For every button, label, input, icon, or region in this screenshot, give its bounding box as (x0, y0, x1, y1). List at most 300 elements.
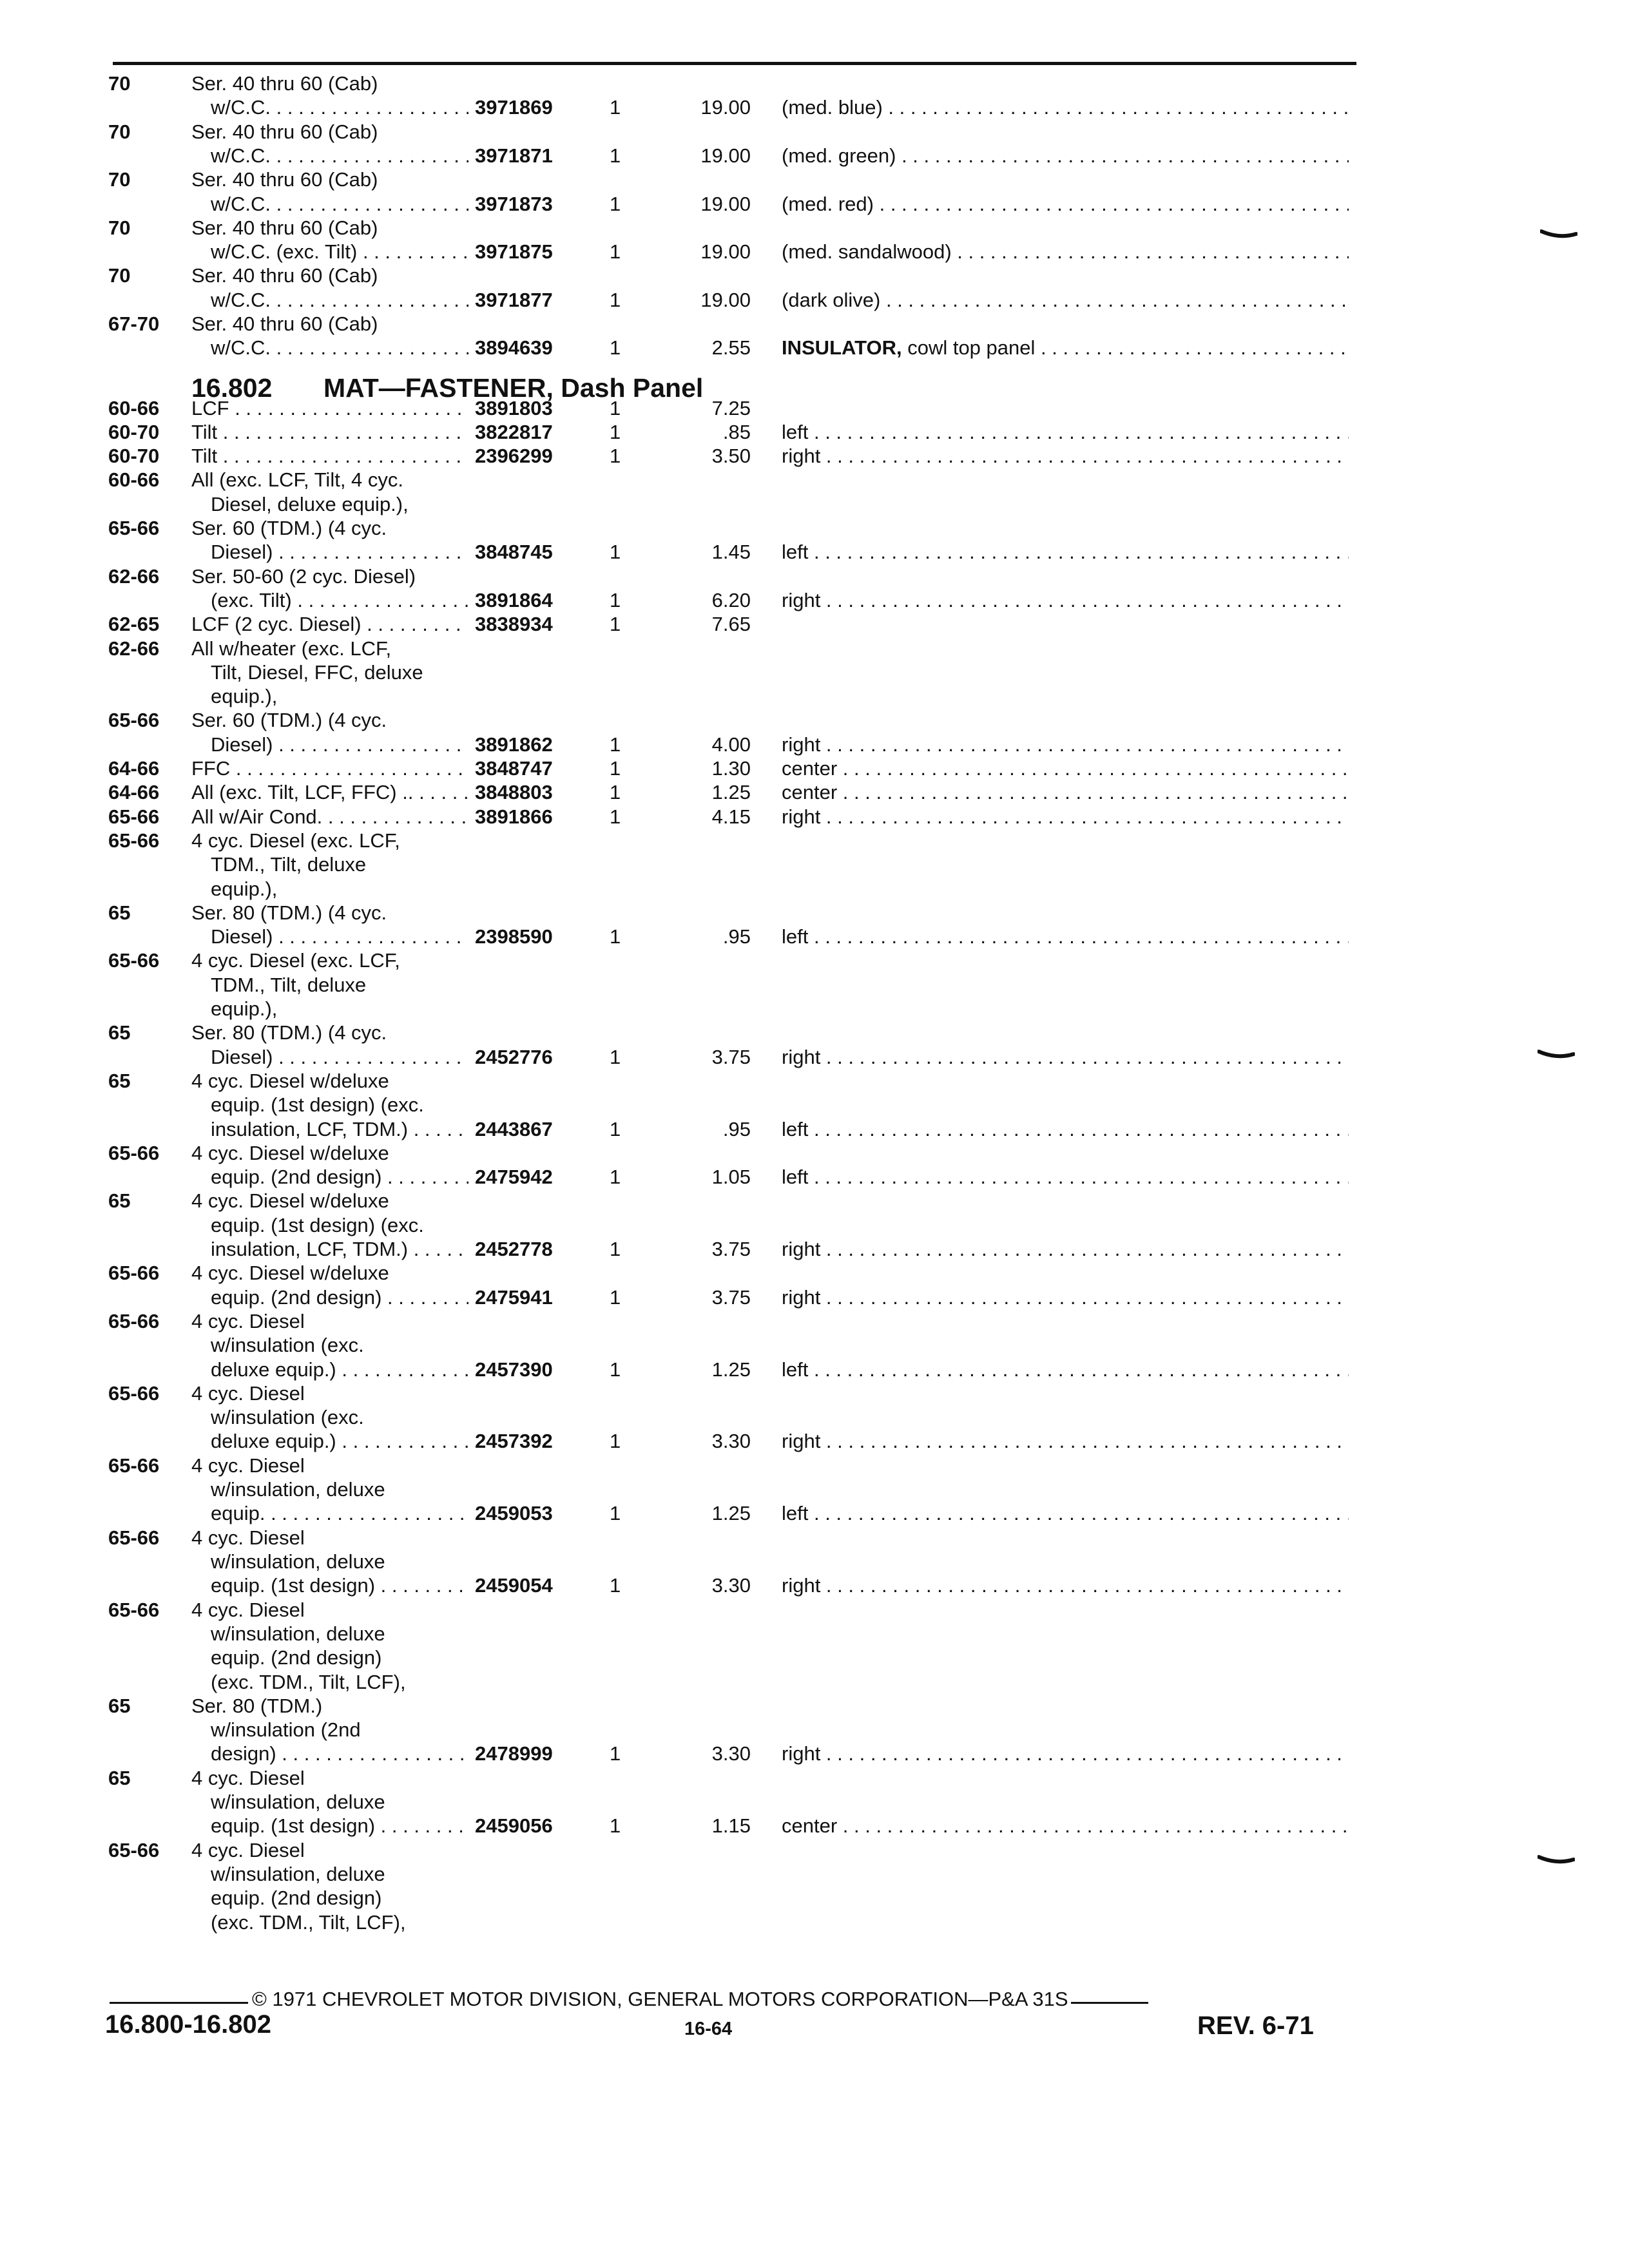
part-name (782, 1574, 1349, 1597)
table-row (0, 72, 1629, 95)
table-row (0, 589, 1629, 612)
application-description: w/insulation (2nd (211, 1718, 361, 1741)
table-row (0, 1671, 1629, 1694)
table-row (0, 1142, 1629, 1165)
table-row (0, 1382, 1629, 1405)
application-description: Ser. 40 thru 60 (Cab) (191, 312, 378, 335)
table-row (0, 637, 1629, 660)
quantity: 1 (610, 781, 621, 803)
year-range: 62-66 (108, 637, 160, 660)
part-name (782, 541, 1349, 564)
year-range: 70 (108, 216, 131, 239)
quantity: 1 (610, 96, 621, 119)
application-description: Ser. 60 (TDM.) (4 cyc. (191, 709, 387, 731)
year-range: 70 (108, 264, 131, 287)
quantity: 1 (610, 1502, 621, 1524)
part-name-text: right (782, 1286, 821, 1309)
application-description: equip.), (211, 685, 278, 707)
year-range: 65-66 (108, 1262, 160, 1284)
table-row (0, 1454, 1629, 1477)
table-row (0, 733, 1629, 756)
price: 1.15 (711, 1814, 751, 1837)
table-row (0, 1791, 1629, 1814)
part-name-text: right (782, 1742, 821, 1765)
price: 3.30 (711, 1742, 751, 1765)
part-name (782, 805, 1349, 829)
part-number: 3848745 (475, 541, 553, 563)
application-description: insulation, LCF, TDM.) . . . . (211, 1238, 468, 1261)
quantity: 1 (610, 1742, 621, 1765)
quantity: 1 (610, 445, 621, 467)
table-row (0, 1526, 1629, 1550)
part-name-text: left (782, 1166, 809, 1188)
application-description: 4 cyc. Diesel (exc. LCF, (191, 949, 400, 972)
application-description: equip. (1st design) (exc. (211, 1093, 424, 1116)
price: 3.50 (711, 445, 751, 467)
table-row (0, 997, 1629, 1021)
year-range: 65-66 (108, 709, 160, 731)
year-range: 67-70 (108, 312, 160, 335)
part-number: 2452778 (475, 1238, 553, 1260)
table-row (0, 517, 1629, 540)
part-name-text: center (782, 757, 838, 780)
table-row (0, 878, 1629, 901)
application-description: All w/heater (exc. LCF, (191, 637, 392, 660)
application-description: Ser. 40 thru 60 (Cab) (191, 120, 378, 143)
application-description: LCF . . . (191, 397, 468, 420)
part-name-text: right (782, 1238, 821, 1260)
application-description: All w/Air Cond. . . . (191, 805, 468, 829)
part-number: 3971877 (475, 289, 553, 311)
table-row (0, 1839, 1629, 1862)
application-description: Tilt . . . (191, 421, 468, 444)
part-name (782, 1814, 1349, 1838)
part-name-text: right (782, 1430, 821, 1452)
price: .95 (722, 1118, 751, 1140)
price: 7.25 (711, 397, 751, 419)
table-row (0, 193, 1629, 216)
table-row (0, 1189, 1629, 1213)
part-number: 2457390 (475, 1358, 553, 1381)
top-rule (113, 62, 1356, 65)
table-row (0, 1358, 1629, 1381)
price: 1.25 (711, 1502, 751, 1524)
table-row (0, 709, 1629, 732)
part-name-text: cowl top panel (907, 336, 1036, 359)
footer-revision: REV. 6-71 (1197, 2012, 1314, 2040)
part-name-text: (med. blue) (782, 96, 883, 119)
application-description: (exc. TDM., Tilt, LCF), (211, 1671, 406, 1693)
part-number: 2443867 (475, 1118, 553, 1140)
application-description: equip. (1st design) . . . (211, 1814, 468, 1838)
application-description: w/insulation, deluxe (211, 1478, 385, 1501)
application-description: w/C.C. . . . (211, 336, 468, 360)
year-range: 65-66 (108, 1310, 160, 1332)
table-row (0, 949, 1629, 972)
table-row (0, 1502, 1629, 1525)
part-name-text: right (782, 1574, 821, 1597)
table-row (0, 264, 1629, 287)
price: .85 (722, 421, 751, 443)
table-row (0, 1262, 1629, 1285)
part-name (782, 1430, 1349, 1453)
price: 1.45 (711, 541, 751, 563)
table-row (0, 1310, 1629, 1333)
quantity: 1 (610, 757, 621, 780)
table-row (0, 685, 1629, 708)
quantity: 1 (610, 1430, 621, 1452)
year-range: 65-66 (108, 1839, 160, 1861)
quantity: 1 (610, 336, 621, 359)
year-range: 60-70 (108, 421, 160, 443)
part-name-text: right (782, 805, 821, 828)
application-description: 4 cyc. Diesel w/deluxe (191, 1142, 389, 1164)
year-range: 70 (108, 120, 131, 143)
table-row (0, 829, 1629, 852)
part-name (782, 289, 1349, 312)
application-description: deluxe equip.) . . . (211, 1358, 468, 1381)
table-row (0, 312, 1629, 336)
application-description: equip. (2nd design) . . . (211, 1286, 468, 1309)
quantity: 1 (610, 1238, 621, 1260)
application-description: TDM., Tilt, deluxe (211, 853, 367, 876)
part-name (782, 1742, 1349, 1765)
year-range: 65-66 (108, 517, 160, 539)
application-description: w/C.C. . . . (211, 193, 468, 216)
application-description: Ser. 40 thru 60 (Cab) (191, 216, 378, 239)
price: 4.15 (711, 805, 751, 828)
year-range: 64-66 (108, 757, 160, 780)
application-description: 4 cyc. Diesel (191, 1526, 305, 1549)
part-number: 3822817 (475, 421, 553, 443)
part-name-text: (dark olive) (782, 289, 881, 311)
part-number: 3971869 (475, 96, 553, 119)
table-row (0, 1286, 1629, 1309)
part-number: 3848803 (475, 781, 553, 803)
table-row (0, 901, 1629, 925)
year-range: 65 (108, 1021, 131, 1044)
price: 19.00 (700, 144, 751, 167)
table-row (0, 757, 1629, 780)
part-number: 2459054 (475, 1574, 553, 1597)
part-name (782, 757, 1349, 780)
application-description: LCF (2 cyc. Diesel) . . . (191, 613, 468, 636)
part-number: 2475941 (475, 1286, 553, 1309)
price: .95 (722, 925, 751, 948)
quantity: 1 (610, 421, 621, 443)
table-row (0, 1166, 1629, 1189)
binding-mark-2 (1537, 1049, 1575, 1062)
application-description: 4 cyc. Diesel (191, 1382, 305, 1405)
part-name (782, 733, 1349, 756)
table-row (0, 289, 1629, 312)
application-description: Ser. 80 (TDM.) (191, 1695, 323, 1717)
table-row (0, 541, 1629, 564)
part-name-text: left (782, 541, 809, 563)
part-number: 2398590 (475, 925, 553, 948)
application-description: 4 cyc. Diesel (exc. LCF, (191, 829, 400, 852)
part-number: 3971871 (475, 144, 553, 167)
quantity: 1 (610, 193, 621, 215)
table-row (0, 445, 1629, 468)
year-range: 62-66 (108, 565, 160, 588)
year-range: 70 (108, 72, 131, 95)
application-description: equip. (2nd design) (211, 1887, 382, 1909)
quantity: 1 (610, 613, 621, 635)
quantity: 1 (610, 1574, 621, 1597)
application-description: (exc. Tilt) . . . (211, 589, 468, 612)
part-name (782, 193, 1349, 216)
year-range: 65 (108, 1189, 131, 1212)
part-number: 2478999 (475, 1742, 553, 1765)
quantity: 1 (610, 1286, 621, 1309)
table-row (0, 853, 1629, 876)
part-name-text: right (782, 1046, 821, 1068)
table-row (0, 1911, 1629, 1934)
application-description: Diesel, deluxe equip.), (211, 493, 409, 515)
application-description: Ser. 40 thru 60 (Cab) (191, 264, 378, 287)
application-description: equip. (2nd design) (211, 1646, 382, 1669)
table-row (0, 661, 1629, 684)
table-row (0, 781, 1629, 804)
part-name (782, 1286, 1349, 1309)
year-range: 60-70 (108, 445, 160, 467)
table-row (0, 1695, 1629, 1718)
price: 3.30 (711, 1430, 751, 1452)
part-name (782, 781, 1349, 804)
part-name (782, 1046, 1349, 1069)
table-row (0, 468, 1629, 492)
application-description: w/insulation, deluxe (211, 1791, 385, 1813)
price: 1.30 (711, 757, 751, 780)
part-name (782, 1238, 1349, 1261)
quantity: 1 (610, 1166, 621, 1188)
application-description: equip. (2nd design) . . . (211, 1166, 468, 1189)
part-number: 3894639 (475, 336, 553, 359)
part-number: 3891862 (475, 733, 553, 756)
year-range: 65-66 (108, 1382, 160, 1405)
application-description: design) . . . (211, 1742, 468, 1765)
application-description: 4 cyc. Diesel (191, 1599, 305, 1621)
table-row (0, 1430, 1629, 1453)
application-description: 4 cyc. Diesel (191, 1454, 305, 1477)
table-row (0, 1622, 1629, 1646)
application-description: w/C.C. . . . (211, 96, 468, 119)
table-row (0, 421, 1629, 444)
part-name-text: right (782, 589, 821, 611)
table-row (0, 336, 1629, 360)
part-name-text: left (782, 1118, 809, 1140)
table-row (0, 168, 1629, 191)
table-row (0, 144, 1629, 168)
table-row (0, 1863, 1629, 1886)
application-description: insulation, LCF, TDM.) . . . . (211, 1118, 468, 1141)
section-heading (191, 372, 703, 403)
price: 3.30 (711, 1574, 751, 1597)
part-name (782, 445, 1349, 468)
copyright-text: © 1971 CHEVROLET MOTOR DIVISION, GENERAL MOTORS CORPORATION—P&A 31S (252, 1988, 1068, 2010)
quantity: 1 (610, 805, 621, 828)
application-description: Diesel) . . . (211, 1046, 468, 1069)
table-row (0, 1406, 1629, 1429)
application-description: TDM., Tilt, deluxe (211, 974, 367, 996)
table-row (0, 1478, 1629, 1501)
table-row (0, 1238, 1629, 1261)
footer-rule-right (1071, 2002, 1148, 2004)
application-description: 4 cyc. Diesel (191, 1310, 305, 1332)
part-number: 3891803 (475, 397, 553, 419)
application-description: equip. . . . (211, 1502, 468, 1525)
application-description: equip. (1st design) . . . (211, 1574, 468, 1597)
part-name-text: right (782, 733, 821, 756)
year-range: 65-66 (108, 829, 160, 852)
quantity: 1 (610, 240, 621, 263)
part-name (782, 1358, 1349, 1381)
part-name-text: center (782, 1814, 838, 1837)
year-range: 65 (108, 1070, 131, 1092)
table-row (0, 974, 1629, 997)
table-row (0, 1887, 1629, 1910)
table-row (0, 1767, 1629, 1790)
part-name-text: (med. red) (782, 193, 874, 215)
year-range: 65 (108, 1767, 131, 1789)
part-name-bold: INSULATOR, (782, 336, 902, 359)
part-number: 3891866 (475, 805, 553, 828)
part-name (782, 1118, 1349, 1141)
part-name-text: center (782, 781, 838, 803)
part-name (782, 336, 1349, 360)
table-row (0, 1021, 1629, 1044)
table-row (0, 216, 1629, 240)
application-description: equip. (1st design) (exc. (211, 1214, 424, 1236)
part-name-text: (med. green) (782, 144, 896, 167)
part-name-text: left (782, 925, 809, 948)
price: 19.00 (700, 96, 751, 119)
part-name-text: (med. sandalwood) (782, 240, 952, 263)
application-description: 4 cyc. Diesel w/deluxe (191, 1070, 389, 1092)
table-row (0, 1646, 1629, 1669)
application-description: Tilt . . . (191, 445, 468, 468)
application-description: Diesel) . . . (211, 925, 468, 948)
part-name (782, 96, 1349, 119)
part-number: 2475942 (475, 1166, 553, 1188)
part-number: 2459053 (475, 1502, 553, 1524)
year-range: 65 (108, 901, 131, 924)
table-row (0, 1214, 1629, 1237)
table-row (0, 96, 1629, 119)
part-number: 2459056 (475, 1814, 553, 1837)
price: 1.25 (711, 781, 751, 803)
part-name (782, 240, 1349, 264)
footer-page-number: 16-64 (684, 2019, 733, 2039)
table-row (0, 1574, 1629, 1597)
year-range: 60-66 (108, 468, 160, 491)
application-description: 4 cyc. Diesel w/deluxe (191, 1189, 389, 1212)
application-description: Ser. 50-60 (2 cyc. Diesel) (191, 565, 416, 588)
application-description: All (exc. LCF, Tilt, 4 cyc. (191, 468, 404, 491)
table-row (0, 613, 1629, 636)
price: 1.05 (711, 1166, 751, 1188)
quantity: 1 (610, 144, 621, 167)
price: 1.25 (711, 1358, 751, 1381)
table-row (0, 1070, 1629, 1093)
part-name (782, 589, 1349, 612)
application-description: Ser. 40 thru 60 (Cab) (191, 168, 378, 191)
application-description: equip.), (211, 878, 278, 900)
table-row (0, 1814, 1629, 1838)
quantity: 1 (610, 289, 621, 311)
year-range: 65-66 (108, 1142, 160, 1164)
part-number: 2452776 (475, 1046, 553, 1068)
part-name (782, 421, 1349, 444)
year-range: 64-66 (108, 781, 160, 803)
section-number: 16.802 (191, 373, 273, 403)
quantity: 1 (610, 589, 621, 611)
application-description: equip.), (211, 997, 278, 1020)
application-description: All (exc. Tilt, LCF, FFC) .. . . . (191, 781, 468, 804)
year-range: 65-66 (108, 1454, 160, 1477)
part-name-text: left (782, 1358, 809, 1381)
table-row (0, 925, 1629, 948)
price: 4.00 (711, 733, 751, 756)
quantity: 1 (610, 1358, 621, 1381)
binding-mark-3 (1537, 1854, 1575, 1867)
price: 3.75 (711, 1286, 751, 1309)
price: 19.00 (700, 193, 751, 215)
part-number: 3971873 (475, 193, 553, 215)
application-description: w/insulation, deluxe (211, 1550, 385, 1573)
table-row (0, 1718, 1629, 1742)
copyright-line (110, 1988, 1250, 2011)
table-row (0, 1118, 1629, 1141)
table-row (0, 1046, 1629, 1069)
footer-section-range: 16.800-16.802 (105, 2010, 272, 2039)
year-range: 65-66 (108, 949, 160, 972)
table-row (0, 1742, 1629, 1765)
part-number: 2396299 (475, 445, 553, 467)
quantity: 1 (610, 541, 621, 563)
application-description: Ser. 80 (TDM.) (4 cyc. (191, 901, 387, 924)
section-title: MAT—FASTENER, Dash Panel (323, 373, 704, 403)
part-name (782, 144, 1349, 168)
application-description: w/insulation, deluxe (211, 1622, 385, 1645)
table-row (0, 1334, 1629, 1357)
quantity: 1 (610, 1046, 621, 1068)
table-row (0, 1550, 1629, 1573)
price: 7.65 (711, 613, 751, 635)
part-name-text: right (782, 445, 821, 467)
application-description: w/insulation (exc. (211, 1334, 364, 1356)
application-description: 4 cyc. Diesel (191, 1767, 305, 1789)
application-description: 4 cyc. Diesel w/deluxe (191, 1262, 389, 1284)
part-number: 3891864 (475, 589, 553, 611)
application-description: Diesel) . . . (211, 733, 468, 756)
price: 19.00 (700, 289, 751, 311)
part-name (782, 1502, 1349, 1525)
table-row (0, 240, 1629, 264)
table-row (0, 805, 1629, 829)
part-number: 3838934 (475, 613, 553, 635)
part-name-text: left (782, 421, 809, 443)
year-range: 65-66 (108, 805, 160, 828)
application-description: w/C.C. . . . (211, 289, 468, 312)
quantity: 1 (610, 1814, 621, 1837)
price: 6.20 (711, 589, 751, 611)
part-name (782, 925, 1349, 948)
application-description: deluxe equip.) . . . (211, 1430, 468, 1453)
year-range: 65-66 (108, 1526, 160, 1549)
year-range: 65-66 (108, 1599, 160, 1621)
